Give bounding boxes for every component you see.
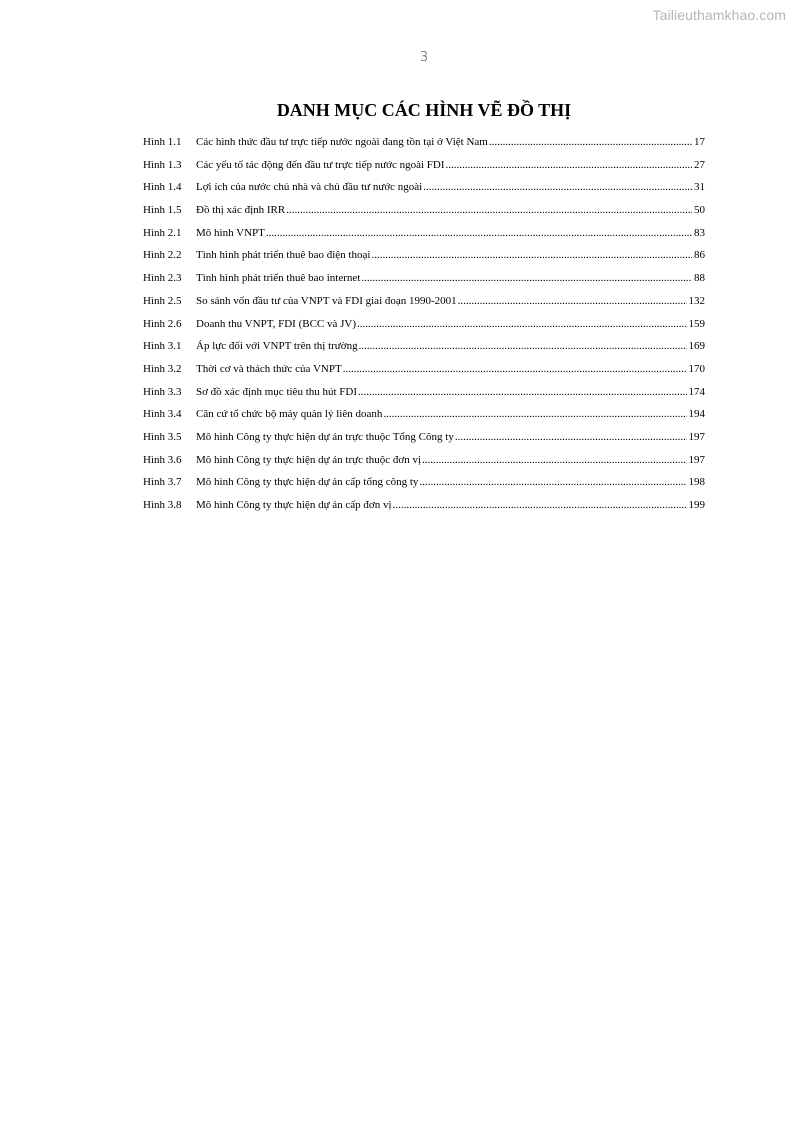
list-item[interactable] [143,159,705,182]
figure-title: Thời cơ và thách thức của VNPT [196,362,342,375]
page-number: 3 [419,50,429,65]
figure-number: Hình 2.5 [143,294,182,307]
list-item[interactable] [143,408,705,431]
figure-number: Hình 3.1 [143,340,182,353]
figure-title: Tình hình phát triển thuê bao internet [196,272,361,285]
figure-page: 174 [688,385,705,398]
dot-leader [489,136,692,148]
figure-title: Áp lực đối với VNPT trên thị trường [196,340,358,353]
list-item[interactable] [143,181,705,204]
figure-title: Mô hình VNPT [196,226,265,239]
dot-leader [343,363,687,375]
dot-leader [455,431,687,443]
figure-number: Hình 3.7 [143,476,182,489]
figure-number: Hình 2.3 [143,272,182,285]
dot-leader [361,272,692,284]
figure-page: 83 [694,226,705,239]
figure-title: Mô hình Công ty thực hiện dự án cấp đơn vị [196,499,392,511]
figure-page: 199 [688,499,705,511]
dot-leader [357,318,686,330]
figure-title: Mô hình Công ty thực hiện dự án cấp tổng công ty [196,476,419,489]
dot-leader [383,408,686,420]
figure-number: Hình 1.5 [143,204,182,217]
figure-title: Đồ thị xác định IRR [196,204,286,217]
list-item[interactable] [143,476,705,499]
figure-title: Mô hình Công ty thực hiện dự án trực thuộc đơn vị [196,453,422,466]
figure-page: 88 [694,272,705,285]
figure-title: Mô hình Công ty thực hiện dự án trực thuộc Tổng Công ty [196,430,454,443]
figure-page: 159 [688,317,705,330]
figure-page: 86 [694,249,705,262]
figure-page: 197 [688,430,705,443]
figure-title: Tình hình phát triển thuê bao điện thoại [196,249,371,262]
figure-page: 17 [694,136,705,148]
list-item[interactable] [143,272,705,295]
figure-number: Hình 3.3 [143,385,182,398]
list-item[interactable] [143,227,705,250]
dot-leader [422,454,686,466]
dot-leader [358,386,686,398]
figure-title: Các yếu tố tác động đến đầu tư trực tiếp nước ngoài FDI [196,158,445,171]
dot-leader [419,476,686,488]
list-item[interactable] [143,363,705,386]
dot-leader [286,204,692,216]
dot-leader [266,227,692,239]
dot-leader [359,340,687,352]
list-item[interactable] [143,136,705,159]
figure-page: 170 [688,362,705,375]
watermark: Tailieuthamkhao.com [652,7,786,23]
dot-leader [423,181,692,193]
list-item[interactable] [143,454,705,477]
figure-number: Hình 3.4 [143,408,182,421]
figure-page: 194 [688,408,705,421]
figure-page: 27 [694,158,705,171]
figure-list [143,136,705,522]
list-item[interactable] [143,318,705,341]
figure-title: So sánh vốn đầu tư của VNPT và FDI giai đoạn 1990-2001 [196,294,457,307]
list-item[interactable] [143,499,705,522]
list-item[interactable] [143,340,705,363]
figure-page: 31 [694,181,705,194]
figure-number: Hình 3.6 [143,453,182,466]
figure-title: Lợi ích của nước chủ nhà và chủ đầu tư nước ngoài [196,181,423,194]
figure-title: Căn cứ tổ chức bộ máy quản lý liên doanh [196,408,383,421]
list-item[interactable] [143,431,705,454]
figure-number: Hình 1.4 [143,181,182,194]
figure-number: Hình 3.2 [143,362,182,375]
figure-page: 50 [694,204,705,217]
figure-number: Hình 3.8 [143,499,182,511]
dot-leader [446,159,692,171]
figure-title: Các hình thức đầu tư trực tiếp nước ngoài đang tồn tại ở Việt Nam [196,136,488,148]
dot-leader [458,295,687,307]
list-item[interactable] [143,249,705,272]
figure-page: 169 [688,340,705,353]
figure-number: Hình 2.1 [143,226,182,239]
figure-number: Hình 1.1 [143,136,182,148]
list-item[interactable] [143,295,705,318]
figure-page: 198 [688,476,705,489]
figure-title: Doanh thu VNPT, FDI (BCC và JV) [196,317,357,330]
dot-leader [371,249,692,261]
page-title: DANH MỤC CÁC HÌNH VẼ ĐỒ THỊ [276,100,572,120]
figure-number: Hình 1.3 [143,158,182,171]
figure-page: 132 [688,294,705,307]
list-item[interactable] [143,386,705,409]
figure-page: 197 [688,453,705,466]
figure-number: Hình 2.2 [143,249,182,262]
figure-number: Hình 2.6 [143,317,182,330]
dot-leader [393,499,687,511]
figure-number: Hình 3.5 [143,430,182,443]
list-item[interactable] [143,204,705,227]
figure-title: Sơ đồ xác định mục tiêu thu hút FDI [196,385,358,398]
